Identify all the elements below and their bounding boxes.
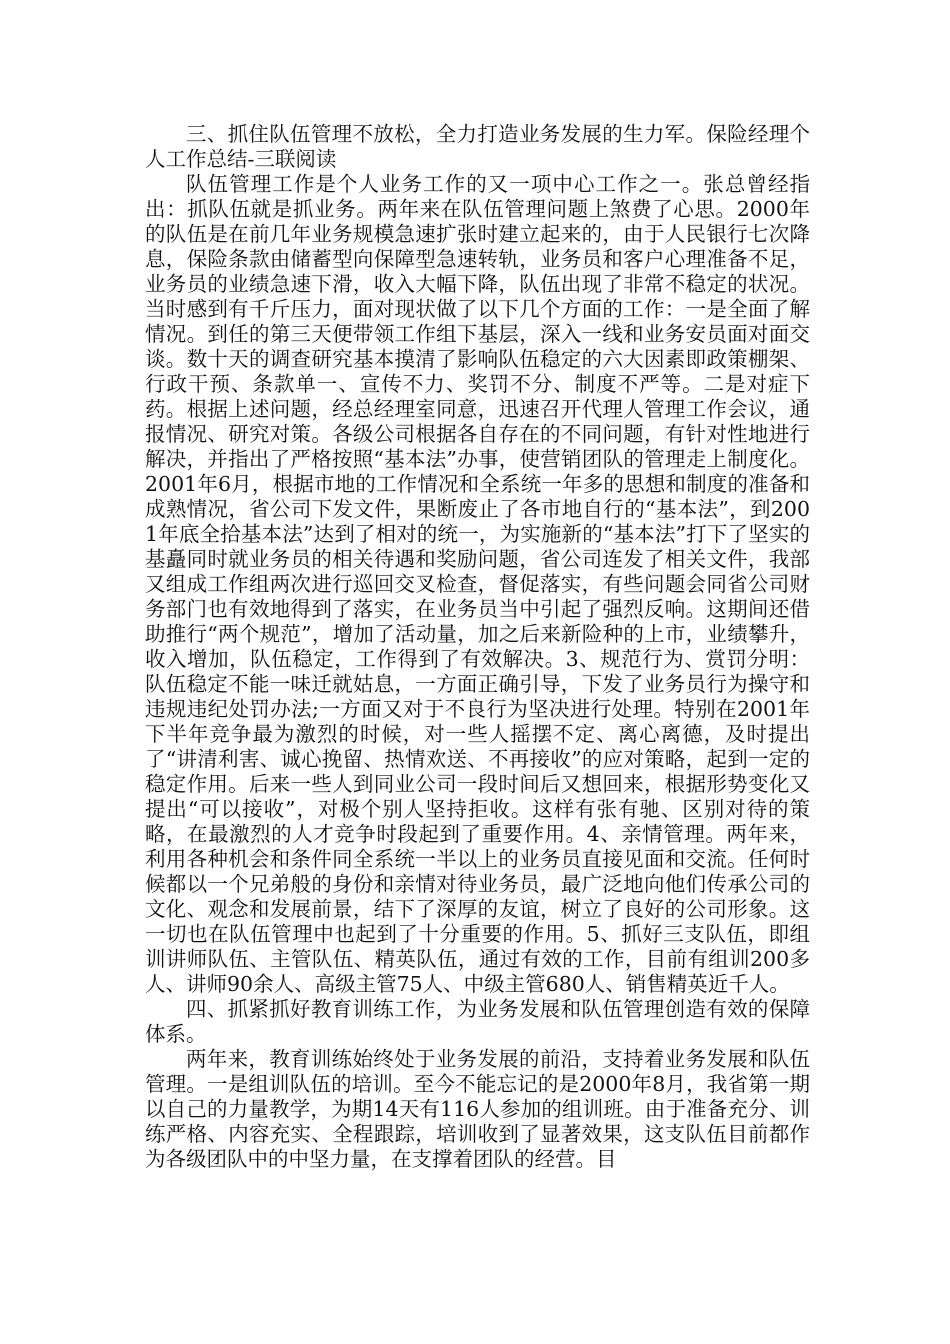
body-paragraph-training: 两年来，教育训练始终处于业务发展的前沿，支持着业务发展和队伍管理。一是组训队伍的培训。至今不能忘记的是2000年8月，我省第一期以自己的力量教学，为期14天有116人参加的组训班。由于准备充分、训练严格、内容充实、全程跟踪，培训收到了显著效果，这支队伍目前都作为各级团队中的中坚力量，在支撑着团队的经营。目 <box>145 1047 810 1171</box>
section-heading-three: 三、抓住队伍管理不放松，全力打造业务发展的生力军。保险经理个人工作总结-三联阅读 <box>145 122 810 171</box>
document-page <box>145 122 810 1172</box>
body-paragraph-team-management: 队伍管理工作是个人业务工作的又一项中心工作之一。张总曾经指出：抓队伍就是抓业务。两年来在队伍管理问题上煞费了心思。2000年的队伍是在前几年业务规模急速扩张时建立起来的，由于人民银行七次降息，保险条款由储蓄型向保障型急速转轨，业务员和客户心理准备不足，业务员的业绩急速下滑，收入大幅下降，队伍出现了非常不稳定的状况。当时感到有千斤压力，面对现状做了以下几个方面的工作：一是全面了解情况。到任的第三天便带领工作组下基层，深入一线和业务安员面对面交谈。数十天的调查研究基本摸清了影响队伍稳定的六大因素即政策棚架、行政干预、条款单一、宣传不力、奖罚不分、制度不严等。二是对症下药。根据上述问题，经总经理室同意，迅速召开代理人管理工作会议，通报情况、研究对策。各级公司根据各自存在的不同问题，有针对性地进行解决，并指出了严格按照“基本法”办事，使营销团队的管理走上制度化。2001年6月，根据市地的工作情况和全系统一年多的思想和制度的准备和成熟情况，省公司下发文件，果断废止了各市地自行的“基本法”，到2001年底全拾基本法”达到了相对的统一，为实施新的“基本法”打下了坚实的基矗同时就业务员的相关待遇和奖励问题，省公司连发了相关文件，我部又组成工作组两次进行巡回交叉检查，督促落实，有些问题会同省公司财务部门也有效地得到了落实，在业务员当中引起了强烈反响。这期间还借助推行“两个规范”，增加了活动量，加之后来新险种的上市，业绩攀升，收入增加，队伍稳定，工作得到了有效解决。3、规范行为、赏罚分明：队伍稳定不能一味迁就姑息，一方面正确引导，下发了业务员行为操守和违规违纪处罚办法;一方面又对于不良行为坚决进行处理。特别在2001年下半年竞争最为激烈的时候，对一些人摇摆不定、离心离德，及时提出了“讲清利害、诚心挽留、热情欢送、不再接收”的应对策略，起到一定的稳定作用。后来一些人到同业公司一段时间后又想回来，根据形势变化又提出“可以接收”，对极个别人坚持拒收。这样有张有驰、区别对待的策略，在最激烈的人才竞争时段起到了重要作用。4、亲情管理。两年来，利用各种机会和条件同全系统一半以上的业务员直接见面和交流。任何时候都以一个兄弟般的身份和亲情对待业务员，最广泛地向他们传承公司的文化、观念和发展前景，结下了深厚的友谊，树立了良好的公司形象。这一切也在队伍管理中也起到了十分重要的作用。5、抓好三支队伍，即组训讲师队伍、主管队伍、精英队伍，通过有效的工作，目前有组训200多人、讲师90余人、高级主管75人、中级主管680人、销售精英近千人。 <box>145 172 810 996</box>
section-heading-four: 四、抓紧抓好教育训练工作，为业务发展和队伍管理创造有效的保障体系。 <box>145 997 810 1046</box>
